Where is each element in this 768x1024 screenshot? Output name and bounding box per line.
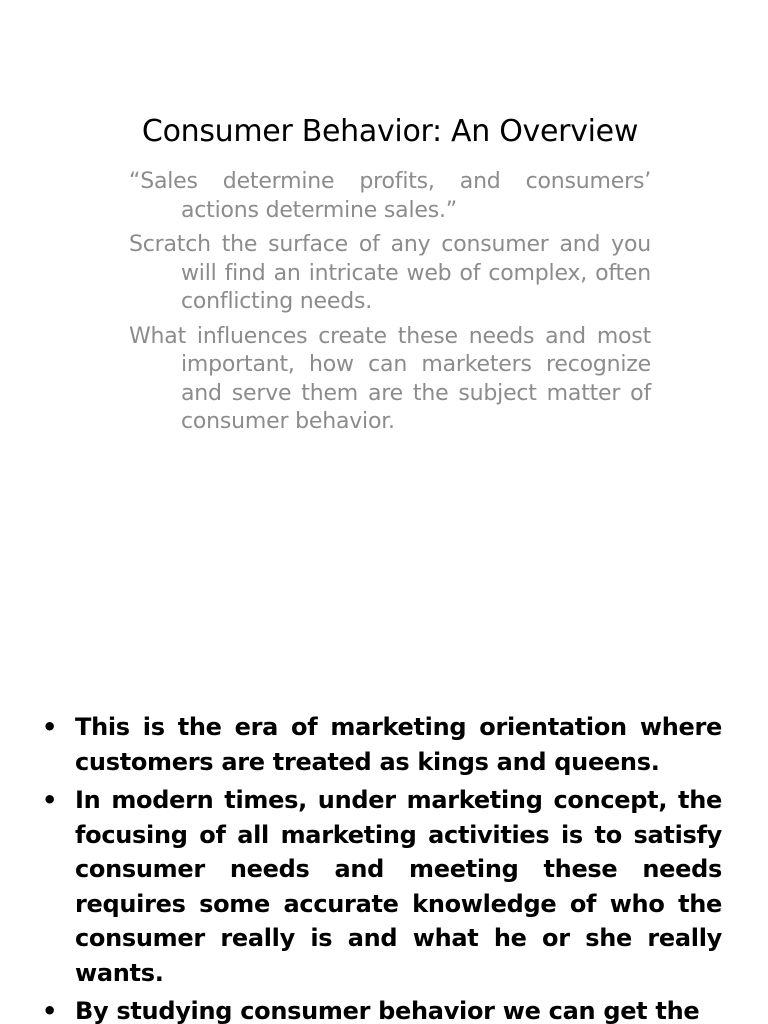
bullet-item-studying [42, 994, 722, 1024]
overview-paragraph-quote: “Sales determine profits, and consumers’ actions determine sales.” [129, 169, 651, 223]
bullet-list [42, 710, 722, 1024]
bullet-text: In modern times, under marketing concept, the focusing of all marketing activities is to satisfy consumer needs and meeting these needs requires some accurate knowledge of who the consumer really is and what he or she really wants. [75, 786, 722, 987]
bullet-text: By studying consumer behavior we can get the [75, 997, 700, 1024]
bullet-text: This is the era of marketing orientation where customers are treated as kings and queens. [75, 713, 722, 776]
bullet-icon: • [42, 713, 58, 741]
bullet-item-modern-times [42, 783, 722, 990]
bullet-item-era [42, 710, 722, 779]
overview-paragraph-influences: What influences create these needs and most important, how can marketers recognize and serve them are the subject matter of consumer behavior. [129, 323, 651, 434]
bullet-icon: • [42, 997, 58, 1024]
overview-paragraph-list [129, 168, 651, 443]
bullet-icon: • [42, 786, 58, 814]
slide-marketing-orientation [0, 700, 768, 1024]
slide-title: Consumer Behavior: An Overview [141, 114, 639, 149]
overview-paragraph-needs: Scratch the surface of any consumer and you will find an intricate web of complex, often conflicting needs. [129, 232, 651, 314]
